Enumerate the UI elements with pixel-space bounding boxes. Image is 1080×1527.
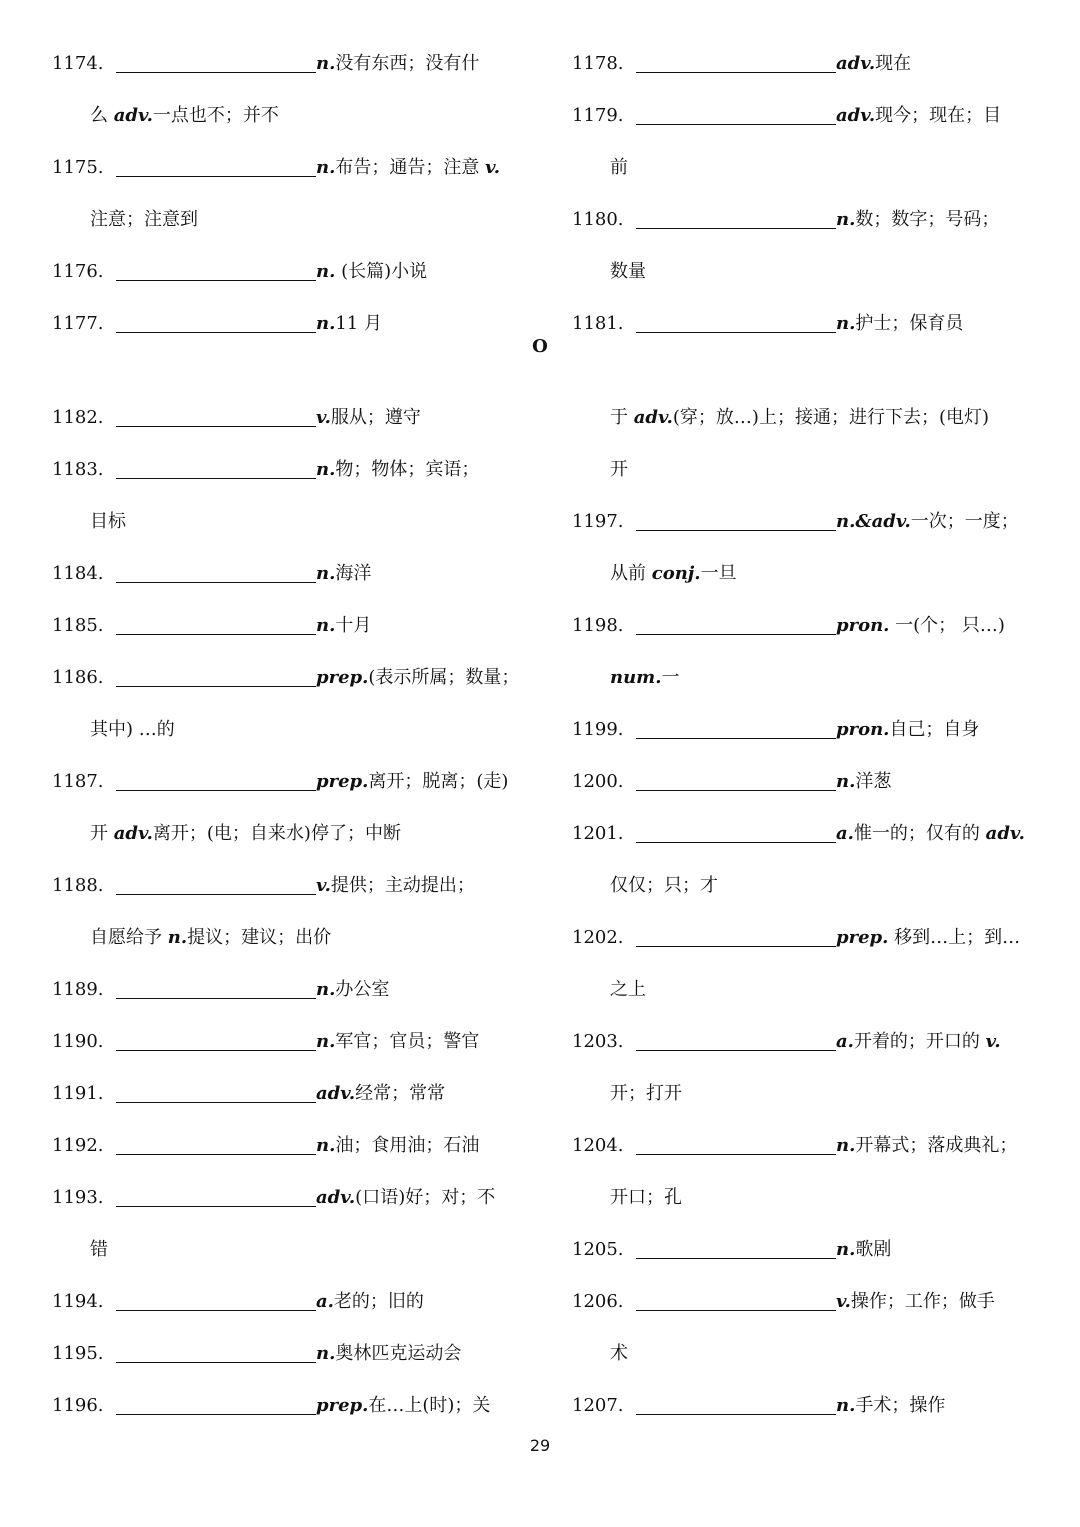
definition-text: 数量 [610, 261, 646, 282]
definition-text: 歌剧 [855, 1239, 892, 1260]
definition-text: 经常；常常 [355, 1083, 446, 1104]
definition-text: (穿；放…)上；接通；进行下去；(电灯) [672, 407, 989, 428]
answer-blank[interactable] [116, 402, 316, 427]
definition-text: 开 [90, 823, 114, 844]
answer-blank[interactable] [116, 558, 316, 583]
vocab-entry [572, 756, 1042, 808]
section-letter: O [532, 336, 548, 357]
entry-number: 1196. [52, 1395, 104, 1416]
entry-number: 1174. [52, 53, 104, 74]
vocab-entry-continuation [572, 392, 1042, 444]
vocab-entry [52, 38, 522, 90]
vocab-entry [52, 1276, 522, 1328]
part-of-speech: n. [316, 459, 336, 480]
entry-number: 1194. [52, 1291, 104, 1312]
definition-text: 于 [610, 407, 634, 428]
part-of-speech: n. [167, 927, 188, 948]
vocab-entry [572, 704, 1042, 756]
definition-text: (表示所属；数量； [368, 667, 520, 688]
answer-blank[interactable] [116, 1390, 316, 1415]
answer-blank[interactable] [116, 870, 316, 895]
entry-number: 1175. [52, 157, 104, 178]
vocab-entry [52, 652, 522, 704]
vocab-entry [52, 600, 522, 652]
column-bottom-right [572, 392, 1042, 1432]
answer-blank[interactable] [116, 766, 316, 791]
entry-number: 1201. [572, 823, 624, 844]
vocab-entry [52, 1328, 522, 1380]
definition-text: 数；数字；号码； [855, 209, 1000, 230]
definition-text: 开；打开 [610, 1083, 682, 1104]
vocab-entry-continuation [572, 246, 1042, 298]
part-of-speech: v. [316, 875, 331, 896]
part-of-speech: n. [316, 157, 336, 178]
vocab-entry [572, 1276, 1042, 1328]
part-of-speech: conj. [651, 563, 701, 584]
vocab-entry [52, 964, 522, 1016]
answer-blank[interactable] [116, 1286, 316, 1311]
vocab-entry [572, 38, 1042, 90]
definition-text: 操作；工作；做手 [850, 1291, 995, 1312]
vocab-entry-continuation [52, 808, 522, 860]
vocab-entry [572, 808, 1042, 860]
column-top-right [572, 38, 1042, 350]
vocab-entry-continuation [572, 548, 1042, 600]
entry-number: 1181. [572, 313, 624, 334]
part-of-speech: n.&adv. [836, 511, 911, 532]
definition-text: 服从；遵守 [330, 407, 421, 428]
definition-text: 开幕式；落成典礼； [855, 1135, 1018, 1156]
entry-number: 1185. [52, 615, 104, 636]
definition-text: 办公室 [335, 979, 390, 1000]
definition-text: 自己；自身 [889, 719, 980, 740]
part-of-speech: pron. [836, 719, 890, 740]
part-of-speech: n. [316, 1031, 336, 1052]
vocab-entry-continuation [572, 860, 1042, 912]
vocab-entry [52, 756, 522, 808]
entry-number: 1206. [572, 1291, 624, 1312]
entry-number: 1188. [52, 875, 104, 896]
entry-number: 1189. [52, 979, 104, 1000]
entry-number: 1198. [572, 615, 624, 636]
answer-blank[interactable] [636, 714, 836, 739]
page-number: 29 [529, 1436, 551, 1455]
definition-text: 惟一的；仅有的 [853, 823, 986, 844]
entry-number: 1195. [52, 1343, 104, 1364]
entry-number: 1191. [52, 1083, 104, 1104]
entry-number: 1203. [572, 1031, 624, 1052]
answer-blank[interactable] [636, 1390, 836, 1415]
answer-blank[interactable] [116, 610, 316, 635]
definition-text: 手术；操作 [855, 1395, 946, 1416]
definition-text: 提议；建议；出价 [187, 927, 332, 948]
vocab-entry-continuation [52, 912, 522, 964]
entry-number: 1177. [52, 313, 104, 334]
definition-text: 开着的；开口的 [853, 1031, 986, 1052]
part-of-speech: prep. [836, 927, 889, 948]
definition-text: 老的；旧的 [333, 1291, 424, 1312]
vocab-entry-continuation [572, 444, 1042, 496]
part-of-speech: v. [316, 407, 331, 428]
vocab-entry [52, 1172, 522, 1224]
part-of-speech: adv. [113, 823, 153, 844]
answer-blank[interactable] [116, 1026, 316, 1051]
definition-text: 术 [610, 1343, 628, 1364]
part-of-speech: n. [836, 209, 856, 230]
definition-text: (长篇)小说 [335, 261, 428, 282]
definition-text: 护士；保育员 [855, 313, 964, 334]
part-of-speech: v. [836, 1291, 851, 1312]
vocab-entry [572, 600, 1042, 652]
part-of-speech: num. [610, 667, 662, 688]
entry-number: 1176. [52, 261, 104, 282]
column-bottom-left [52, 392, 522, 1432]
definition-text: 油；食用油；石油 [335, 1135, 480, 1156]
part-of-speech: n. [316, 261, 336, 282]
answer-blank[interactable] [636, 204, 836, 229]
definition-text: 自愿给予 [90, 927, 168, 948]
definition-text: 之上 [610, 979, 646, 1000]
entry-number: 1204. [572, 1135, 624, 1156]
part-of-speech: adv. [985, 823, 1025, 844]
answer-blank[interactable] [636, 922, 836, 947]
definition-text: 布告；通告；注意 [335, 157, 486, 178]
definition-text: 现在 [875, 53, 912, 74]
vocab-entry-continuation [52, 704, 522, 756]
part-of-speech: n. [836, 1395, 856, 1416]
part-of-speech: n. [316, 615, 336, 636]
entry-number: 1192. [52, 1135, 104, 1156]
part-of-speech: n. [316, 1343, 336, 1364]
vocab-entry [52, 548, 522, 600]
definition-text: 注意；注意到 [90, 209, 198, 230]
definition-text: 海洋 [335, 563, 372, 584]
part-of-speech: a. [836, 1031, 854, 1052]
answer-blank[interactable] [116, 974, 316, 999]
part-of-speech: pron. [836, 615, 890, 636]
answer-blank[interactable] [116, 1338, 316, 1363]
part-of-speech: n. [836, 1135, 856, 1156]
definition-text: 一旦 [700, 563, 737, 584]
answer-blank[interactable] [636, 1234, 836, 1259]
vocab-entry-continuation [572, 1328, 1042, 1380]
answer-blank[interactable] [636, 818, 836, 843]
vocab-entry [572, 90, 1042, 142]
answer-blank[interactable] [636, 1130, 836, 1155]
vocab-entry [52, 1380, 522, 1432]
definition-text: 奥林匹克运动会 [335, 1343, 462, 1364]
part-of-speech: adv. [113, 105, 153, 126]
vocab-entry [572, 496, 1042, 548]
entry-number: 1199. [572, 719, 624, 740]
part-of-speech: adv. [316, 1187, 356, 1208]
part-of-speech: n. [316, 53, 336, 74]
vocab-entry [52, 246, 522, 298]
vocab-entry [572, 1120, 1042, 1172]
vocab-entry [52, 444, 522, 496]
definition-text: 一 [661, 667, 680, 688]
answer-blank[interactable] [116, 1182, 316, 1207]
part-of-speech: a. [836, 823, 854, 844]
entry-number: 1178. [572, 53, 624, 74]
answer-blank[interactable] [116, 662, 316, 687]
part-of-speech: n. [836, 771, 856, 792]
definition-text: 在…上(时)；关 [368, 1395, 491, 1416]
definition-text: 仅仅；只；才 [610, 875, 718, 896]
vocab-entry-continuation [572, 142, 1042, 194]
answer-blank[interactable] [636, 308, 836, 333]
definition-text: 么 [90, 105, 114, 126]
definition-text: 离开；脱离；(走) [368, 771, 509, 792]
vocab-entry-continuation [52, 90, 522, 142]
definition-text: 现今；现在；目 [875, 105, 1002, 126]
part-of-speech: v. [985, 1031, 1001, 1052]
entry-number: 1205. [572, 1239, 624, 1260]
vocab-entry [52, 1120, 522, 1172]
entry-number: 1200. [572, 771, 624, 792]
answer-blank[interactable] [636, 48, 836, 73]
entry-number: 1183. [52, 459, 104, 480]
part-of-speech: v. [485, 157, 501, 178]
part-of-speech: n. [316, 563, 336, 584]
definition-text: 提供；主动提出； [330, 875, 475, 896]
definition-text: 从前 [610, 563, 652, 584]
definition-text: 其中) …的 [90, 719, 175, 740]
entry-number: 1180. [572, 209, 624, 230]
vocab-entry [572, 1380, 1042, 1432]
part-of-speech: adv. [633, 407, 673, 428]
definition-text: 错 [90, 1239, 108, 1260]
vocab-entry [52, 1016, 522, 1068]
definition-text: 开口；孔 [610, 1187, 682, 1208]
answer-blank[interactable] [116, 1130, 316, 1155]
answer-blank[interactable] [636, 766, 836, 791]
part-of-speech: n. [836, 313, 856, 334]
entry-number: 1186. [52, 667, 104, 688]
answer-blank[interactable] [116, 256, 316, 281]
part-of-speech: prep. [316, 667, 369, 688]
vocab-entry-continuation [52, 496, 522, 548]
entry-number: 1193. [52, 1187, 104, 1208]
vocab-entry [52, 392, 522, 444]
definition-text: 离开；(电；自来水)停了；中断 [152, 823, 401, 844]
answer-blank[interactable] [636, 506, 836, 531]
vocab-entry [572, 1016, 1042, 1068]
vocab-entry-continuation [572, 964, 1042, 1016]
part-of-speech: adv. [836, 105, 876, 126]
vocab-entry [572, 194, 1042, 246]
definition-text: 一(个； 只…) [889, 615, 1005, 636]
definition-text: (口语)好；对；不 [355, 1187, 496, 1208]
answer-blank[interactable] [636, 610, 836, 635]
definition-text: 前 [610, 157, 628, 178]
answer-blank[interactable] [116, 454, 316, 479]
column-top-left [52, 38, 522, 350]
definition-text: 目标 [90, 511, 126, 532]
part-of-speech: n. [316, 979, 336, 1000]
vocab-entry [572, 912, 1042, 964]
answer-blank[interactable] [116, 152, 316, 177]
vocab-entry-continuation [572, 1172, 1042, 1224]
definition-text: 一点也不；并不 [152, 105, 279, 126]
vocab-entry-continuation [52, 194, 522, 246]
definition-text: 十月 [335, 615, 372, 636]
part-of-speech: prep. [316, 1395, 369, 1416]
part-of-speech: prep. [316, 771, 369, 792]
part-of-speech: n. [316, 313, 336, 334]
answer-blank[interactable] [116, 308, 316, 333]
vocab-entry-continuation [572, 1068, 1042, 1120]
definition-text: 军官；官员；警官 [335, 1031, 480, 1052]
entry-number: 1184. [52, 563, 104, 584]
answer-blank[interactable] [116, 1078, 316, 1103]
part-of-speech: n. [316, 1135, 336, 1156]
entry-number: 1182. [52, 407, 104, 428]
vocab-entry-continuation [572, 652, 1042, 704]
entry-number: 1190. [52, 1031, 104, 1052]
vocab-entry [572, 1224, 1042, 1276]
vocab-entry [52, 1068, 522, 1120]
vocab-entry [52, 142, 522, 194]
answer-blank[interactable] [636, 1286, 836, 1311]
entry-number: 1187. [52, 771, 104, 792]
definition-text: 移到…上；到… [888, 927, 1021, 948]
definition-text: 11 月 [335, 313, 382, 334]
answer-blank[interactable] [116, 48, 316, 73]
entry-number: 1207. [572, 1395, 624, 1416]
answer-blank[interactable] [636, 100, 836, 125]
part-of-speech: adv. [316, 1083, 356, 1104]
vocab-entry-continuation [52, 1224, 522, 1276]
definition-text: 物；物体；宾语； [335, 459, 480, 480]
entry-number: 1202. [572, 927, 624, 948]
entry-number: 1179. [572, 105, 624, 126]
definition-text: 开 [610, 459, 628, 480]
definition-text: 没有东西；没有什 [335, 53, 480, 74]
answer-blank[interactable] [636, 1026, 836, 1051]
entry-number: 1197. [572, 511, 624, 532]
part-of-speech: n. [836, 1239, 856, 1260]
definition-text: 洋葱 [855, 771, 892, 792]
vocab-entry [52, 860, 522, 912]
part-of-speech: a. [316, 1291, 334, 1312]
part-of-speech: adv. [836, 53, 876, 74]
definition-text: 一次；一度； [910, 511, 1019, 532]
